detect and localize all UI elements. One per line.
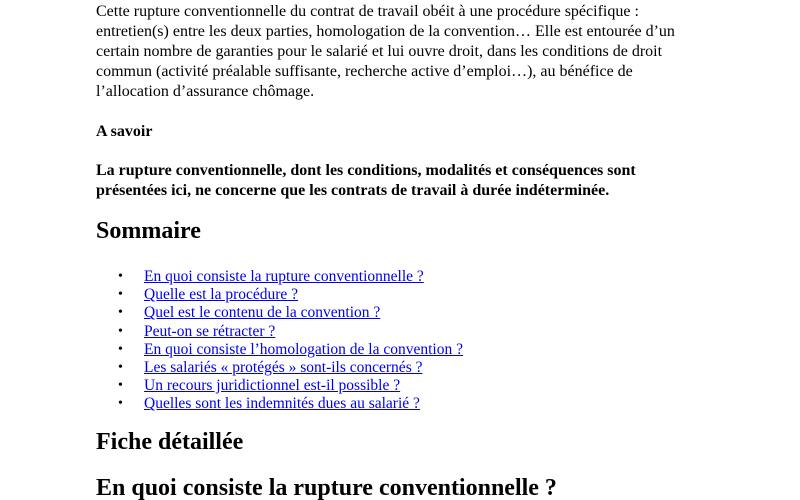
list-item xyxy=(118,340,776,359)
document-page xyxy=(96,2,776,500)
intro-line: commun (activité préalable suffisante, recherche active d’emploi…), au bénéfice de xyxy=(96,63,633,80)
toc-link-contenu[interactable]: Quel est le contenu de la convention ? xyxy=(144,304,381,322)
toc-link-procedure[interactable]: Quelle est la procédure ? xyxy=(144,286,299,304)
toc-link-salaries-proteges[interactable]: Les salariés « protégés » sont-ils concernés ? xyxy=(144,359,423,377)
bullet-icon: • xyxy=(118,341,123,357)
intro-line: l’allocation d’assurance chômage. xyxy=(96,83,315,100)
bullet-icon: • xyxy=(118,323,123,339)
a-savoir-title: A savoir xyxy=(96,123,153,140)
a-savoir-text xyxy=(96,161,776,201)
list-item xyxy=(118,268,776,286)
intro-line: Cette rupture conventionnelle du contrat de travail obéit à une procédure spécifique : xyxy=(96,3,639,20)
list-item xyxy=(118,322,776,341)
section-heading: En quoi consiste la rupture conventionnelle ? xyxy=(96,474,557,500)
sommaire-heading: Sommaire xyxy=(96,218,201,244)
intro-line: entretien(s) entre les deux parties, homologation de la convention… Elle est entourée d’un xyxy=(96,23,675,40)
toc-link-rupture[interactable]: En quoi consiste la rupture conventionnelle ? xyxy=(144,268,424,285)
bullet-icon: • xyxy=(118,305,123,321)
bullet-icon: • xyxy=(118,378,123,394)
sommaire-list xyxy=(96,268,776,414)
bullet-icon: • xyxy=(118,396,123,412)
fiche-heading: Fiche détaillée xyxy=(96,428,244,455)
intro-paragraph xyxy=(96,2,776,102)
a-savoir-line: présentées ici, ne concerne que les contrats de travail à durée indéterminée. xyxy=(96,182,610,199)
toc-link-indemnites[interactable]: Quelles sont les indemnités dues au salarié ? xyxy=(144,395,420,413)
list-item xyxy=(118,395,776,413)
intro-line: certain nombre de garanties pour le salarié et lui ouvre droit, dans les conditions de droit xyxy=(96,43,663,60)
bullet-icon: • xyxy=(118,360,123,376)
bullet-icon: • xyxy=(118,269,123,284)
a-savoir-line: La rupture conventionnelle, dont les conditions, modalités et conséquences sont xyxy=(96,162,636,179)
list-item xyxy=(118,359,776,377)
list-item xyxy=(118,377,776,395)
toc-link-retracter[interactable]: Peut-on se rétracter ? xyxy=(144,322,276,340)
list-item xyxy=(118,286,776,304)
bullet-icon: • xyxy=(118,287,123,303)
toc-link-recours[interactable]: Un recours juridictionnel est-il possible ? xyxy=(144,377,401,395)
toc-link-homologation[interactable]: En quoi consiste l’homologation de la convention ? xyxy=(144,340,463,358)
list-item xyxy=(118,304,776,322)
